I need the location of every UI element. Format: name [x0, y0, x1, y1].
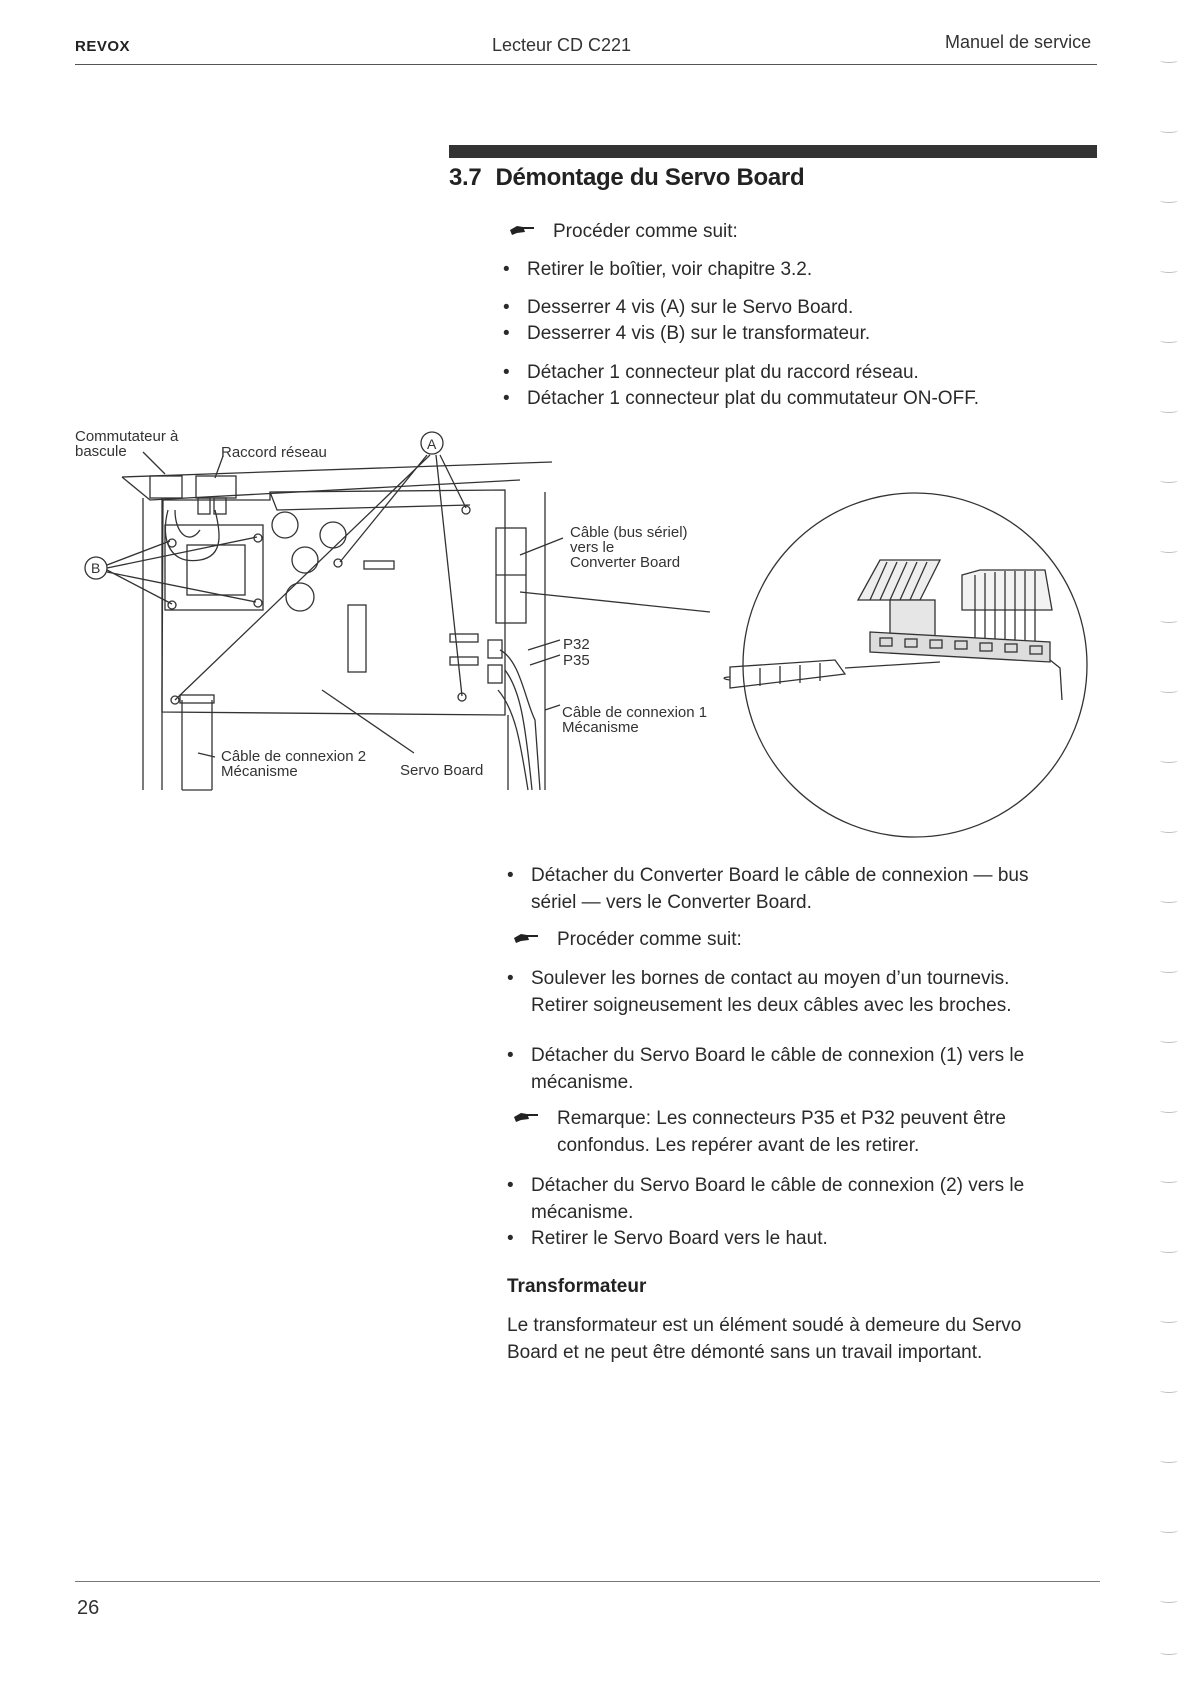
label-line: Converter Board	[570, 554, 681, 571]
step-text: Desserrer 4 vis (A) sur le Servo Board.	[527, 297, 854, 318]
label-line: Commutateur à	[75, 428, 179, 445]
step-text: Retirer le boîtier, voir chapitre 3.2.	[527, 259, 813, 280]
step-line: • Détacher du Servo Board le câble de connexion (1) vers le	[531, 1045, 1025, 1066]
pointing-hand-icon	[513, 1108, 539, 1124]
document-type: Manuel de service	[945, 32, 1092, 52]
step-bullet	[531, 862, 1028, 916]
step-line: confondus. Les repérer avant de les retirer.	[557, 1135, 920, 1156]
step-bullet	[531, 965, 1012, 1019]
label-line: Câble de connexion 1	[562, 704, 708, 721]
label-screw-a: A	[427, 436, 437, 452]
document-title: Lecteur CD C221	[492, 35, 632, 55]
label-line: Câble (bus sériel)	[570, 524, 688, 541]
pointing-hand-icon	[513, 929, 539, 945]
step-text: Détacher 1 connecteur plat du commutateur ON-OFF.	[527, 388, 979, 409]
label-p35: P35	[563, 652, 590, 669]
step-text: Procéder comme suit:	[553, 221, 738, 242]
step-line: • Retirer le Servo Board vers le haut.	[531, 1228, 828, 1249]
step-bullet	[531, 1225, 828, 1252]
paragraph-line: Board et ne peut être démonté sans un travail important.	[507, 1342, 983, 1363]
step-line: Remarque: Les connecteurs P35 et P32 peuvent être	[557, 1108, 1006, 1129]
step-line: mécanisme.	[531, 1202, 634, 1223]
transformer-paragraph	[507, 1312, 1021, 1366]
paragraph-line: Le transformateur est un élément soudé à demeure du Servo	[507, 1315, 1022, 1336]
step-procedure	[557, 926, 742, 953]
label-screw-b: B	[91, 560, 101, 576]
step-line: sériel — vers le Converter Board.	[531, 892, 812, 913]
step-line: Procéder comme suit:	[557, 929, 742, 950]
step-line: • Détacher du Converter Board le câble de connexion — bus	[531, 865, 1029, 886]
label-p32: P32	[563, 636, 590, 653]
label-serial-cable	[570, 525, 688, 570]
label-switch	[75, 429, 178, 459]
step-text: Desserrer 4 vis (B) sur le transformateur.	[527, 323, 871, 344]
step-line: • Soulever les bornes de contact au moyen d’un tournevis.	[531, 968, 1010, 989]
step-remark	[557, 1105, 1006, 1159]
section-title: Démontage du Servo Board	[495, 164, 805, 191]
brand-logo: REVOX	[75, 38, 131, 55]
step-line: mécanisme.	[531, 1072, 634, 1093]
label-cable-1	[562, 705, 707, 735]
section-number: 3.7	[449, 164, 482, 191]
page-number: 26	[77, 1597, 100, 1619]
label-mains: Raccord réseau	[221, 444, 327, 461]
label-line: vers le	[570, 539, 615, 556]
label-line: Câble de connexion 2	[221, 748, 367, 765]
label-line: bascule	[75, 443, 127, 460]
subsection-heading: Transformateur	[507, 1276, 647, 1297]
step-bullet	[531, 1042, 1024, 1096]
step-text: Détacher 1 connecteur plat du raccord réseau.	[527, 362, 919, 383]
label-cable-2	[221, 749, 366, 779]
footer-rule	[75, 1581, 1100, 1582]
step-line: Retirer soigneusement les deux câbles avec les broches.	[531, 995, 1012, 1016]
label-line: Mécanisme	[562, 719, 639, 736]
label-servo-board: Servo Board	[400, 762, 484, 779]
label-line: Mécanisme	[221, 763, 298, 780]
step-bullet	[531, 1172, 1024, 1226]
step-line: • Détacher du Servo Board le câble de connexion (2) vers le	[531, 1175, 1025, 1196]
